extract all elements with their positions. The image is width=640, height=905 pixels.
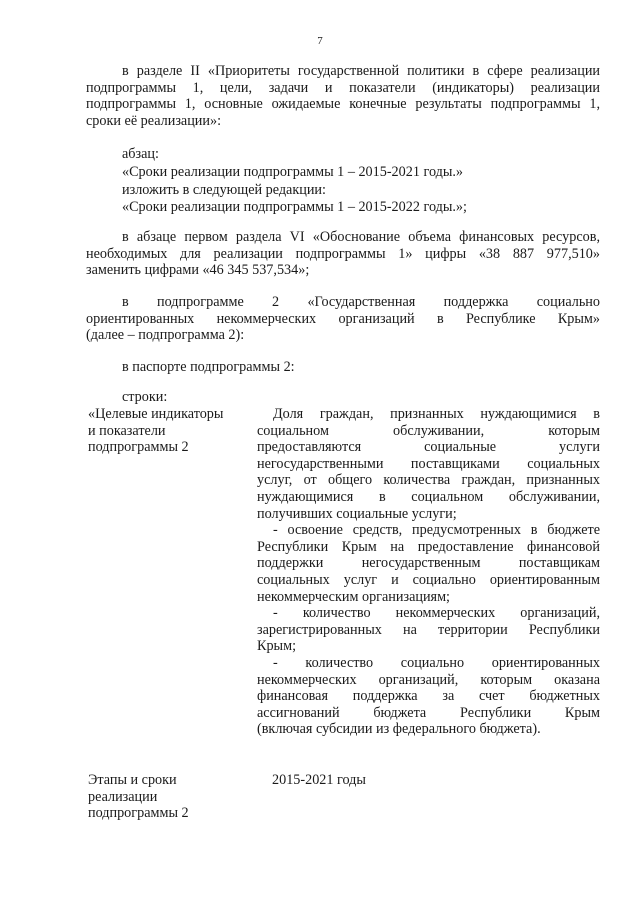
text-line: в абзаце первом раздела VI «Обоснование объема финансовых ресурсов,: [122, 229, 600, 245]
row2-value: 2015-2021 годы: [272, 772, 366, 788]
text-line: нуждающимися в социальном обслуживании,: [257, 488, 600, 505]
paragraph-section-vi: [86, 229, 600, 279]
text-line: социальном обслуживании, которым: [257, 422, 600, 439]
label-line: «Целевые индикаторы: [88, 406, 224, 422]
label-line: реализации: [88, 788, 158, 805]
indicator-item: [257, 522, 600, 605]
indicator-item: [257, 605, 600, 655]
text-line: заменить цифрами «46 345 537,534»;: [86, 262, 310, 279]
indicator-item: [257, 406, 600, 522]
page-number: 7: [317, 35, 323, 47]
text-line: (далее – подпрограмма 2):: [86, 327, 245, 344]
text-line: сроки её реализации»:: [86, 112, 222, 129]
row2-label: [88, 772, 248, 822]
text-line: услуг, от общего количества граждан, признанных: [257, 472, 600, 489]
new-wording: «Сроки реализации подпрограммы 1 – 2015-2022 годы.»;: [122, 199, 467, 215]
instruction-text: изложить в следующей редакции:: [122, 182, 326, 198]
text-line: некоммерческих организаций, которым оказана: [257, 671, 600, 688]
label-line: Этапы и сроки: [88, 772, 177, 788]
text-line: ориентированных некоммерческих организаций в Республике Крым»: [86, 310, 600, 327]
label-line: подпрограммы 2: [88, 439, 189, 456]
text-line: Республики Крым на предоставление финансовой: [257, 538, 600, 555]
label-line: подпрограммы 2: [88, 805, 189, 822]
text-line: - количество некоммерческих организаций,: [273, 605, 600, 622]
text-line: некоммерческим организациям;: [257, 588, 450, 605]
text-line: ассигнований бюджета Республики Крым: [257, 704, 600, 721]
text-line: (включая субсидии из федерального бюджета).: [257, 721, 541, 738]
label-line: и показатели: [88, 422, 166, 439]
row1-label: [88, 406, 248, 456]
text-line: Доля граждан, признанных нуждающимися в: [273, 406, 600, 422]
paragraph-subprogram-2: [86, 294, 600, 344]
text-line: поддержки негосударственным поставщикам: [257, 555, 600, 572]
passport-text: в паспорте подпрограммы 2:: [122, 359, 295, 375]
text-line: Крым;: [257, 638, 297, 655]
row1-indicators: [257, 406, 600, 738]
text-line: финансовая поддержка за счет бюджетных: [257, 688, 600, 705]
text-line: подпрограммы 1, основные ожидаемые конечные результаты подпрограммы 1,: [86, 96, 600, 113]
text-line: зарегистрированных на территории Республики: [257, 621, 600, 638]
text-line: негосударственными поставщиками социальных: [257, 455, 600, 472]
old-wording: «Сроки реализации подпрограммы 1 – 2015-2021 годы.»: [122, 164, 464, 180]
stroki-label: строки:: [122, 389, 168, 405]
text-line: подпрограммы 1, цели, задачи и показатели (индикаторы) реализации: [86, 79, 600, 96]
text-line: в подпрограмме 2 «Государственная поддержка социально: [122, 294, 600, 310]
text-line: социальных услуг и социально ориентированным: [257, 571, 600, 588]
text-line: предоставляются социальные услуги: [257, 439, 600, 456]
text-line: в разделе II «Приоритеты государственной политики в сфере реализации: [122, 63, 600, 79]
paragraph-section-ii: [86, 63, 600, 129]
text-line: - количество социально ориентированных: [273, 654, 600, 671]
text-line: получивших социальные услуги;: [257, 505, 457, 522]
text-line: необходимых для реализации подпрограммы 1» цифры «38 887 977,510»: [86, 245, 600, 262]
text-line: - освоение средств, предусмотренных в бюджете: [273, 522, 600, 539]
indicator-item: [257, 655, 600, 738]
abzac-label: абзац:: [122, 146, 159, 162]
